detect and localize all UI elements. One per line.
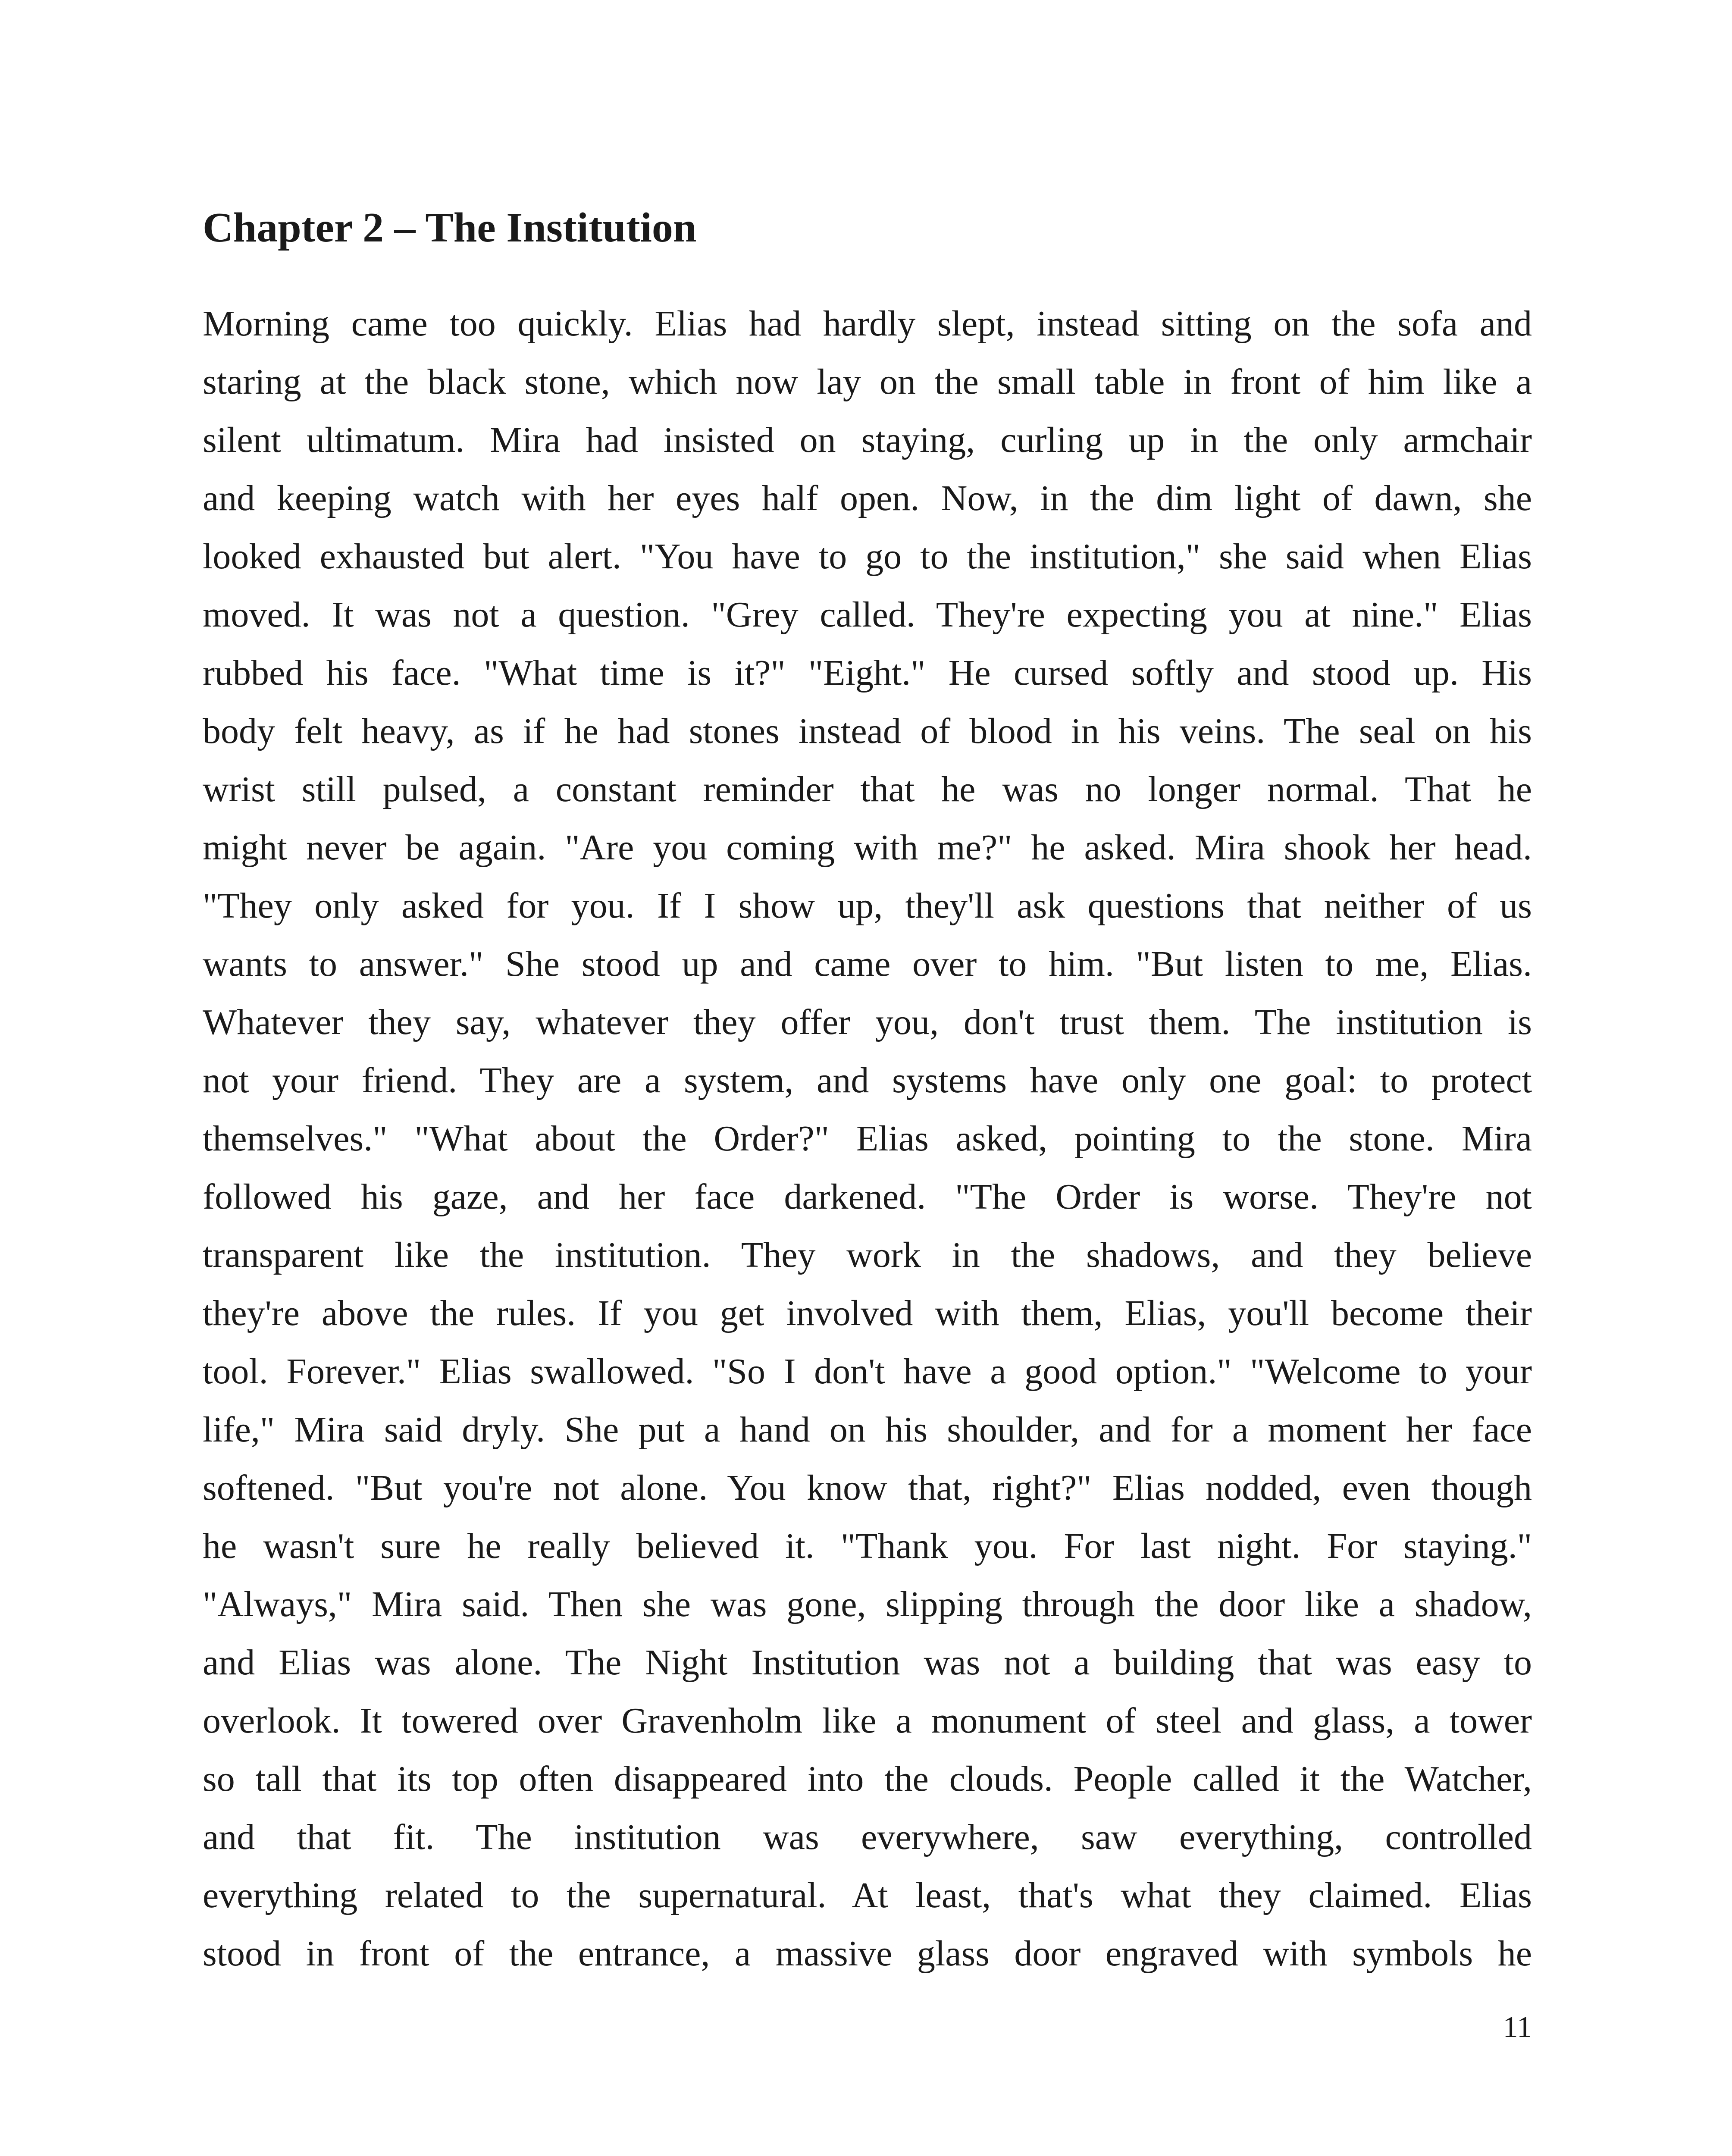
body-line: and Elias was alone. The Night Institution was not a building that was easy to: [203, 1642, 1532, 1683]
body-line: wants to answer." She stood up and came over to him. "But listen to me, Elias.: [203, 944, 1532, 984]
body-line: not your friend. They are a system, and systems have only one goal: to protect: [203, 1060, 1532, 1100]
body-line: "Always," Mira said. Then she was gone, slipping through the door like a shadow,: [203, 1584, 1532, 1624]
body-line: might never be again. "Are you coming with me?" he asked. Mira shook her head.: [203, 827, 1532, 868]
body-line: silent ultimatum. Mira had insisted on staying, curling up in the only armchair: [203, 420, 1532, 460]
body-text: [203, 295, 1532, 1983]
body-line: "They only asked for you. If I show up, they'll ask questions that neither of us: [203, 886, 1532, 926]
body-line: everything related to the supernatural. At least, that's what they claimed. Elias: [203, 1875, 1532, 1915]
body-line: moved. It was not a question. "Grey called. They're expecting you at nine." Elias: [203, 595, 1532, 635]
body-line: Morning came too quickly. Elias had hardly slept, instead sitting on the sofa and: [203, 304, 1532, 344]
body-line: followed his gaze, and her face darkened. "The Order is worse. They're not: [203, 1177, 1532, 1217]
body-line: overlook. It towered over Gravenholm like a monument of steel and glass, a tower: [203, 1701, 1532, 1741]
body-line: and keeping watch with her eyes half open. Now, in the dim light of dawn, she: [203, 478, 1532, 518]
page-number: 11: [1503, 2011, 1532, 2044]
body-line: and that fit. The institution was everywhere, saw everything, controlled: [203, 1817, 1532, 1857]
body-line: softened. "But you're not alone. You know that, right?" Elias nodded, even though: [203, 1468, 1532, 1508]
body-line: transparent like the institution. They work in the shadows, and they believe: [203, 1235, 1532, 1275]
chapter-title: Chapter 2 – The Institution: [203, 204, 697, 251]
body-line: they're above the rules. If you get involved with them, Elias, you'll become their: [203, 1293, 1532, 1333]
body-line: so tall that its top often disappeared into the clouds. People called it the Watcher,: [203, 1759, 1532, 1799]
body-line: he wasn't sure he really believed it. "Thank you. For last night. For staying.": [203, 1526, 1532, 1566]
body-line: body felt heavy, as if he had stones instead of blood in his veins. The seal on his: [203, 711, 1532, 751]
body-line: looked exhausted but alert. "You have to go to the institution," she said when Elias: [203, 536, 1532, 577]
body-line: life," Mira said dryly. She put a hand on his shoulder, and for a moment her face: [203, 1410, 1532, 1450]
body-line: rubbed his face. "What time is it?" "Eight." He cursed softly and stood up. His: [203, 653, 1532, 693]
body-line: staring at the black stone, which now lay on the small table in front of him like a: [203, 362, 1532, 402]
body-line: wrist still pulsed, a constant reminder that he was no longer normal. That he: [203, 769, 1532, 809]
body-line: stood in front of the entrance, a massive glass door engraved with symbols he: [203, 1934, 1532, 1974]
body-line: themselves." "What about the Order?" Elias asked, pointing to the stone. Mira: [203, 1119, 1532, 1159]
body-line: tool. Forever." Elias swallowed. "So I don't have a good option." "Welcome to your: [203, 1351, 1532, 1391]
body-line: Whatever they say, whatever they offer you, don't trust them. The institution is: [203, 1002, 1532, 1042]
